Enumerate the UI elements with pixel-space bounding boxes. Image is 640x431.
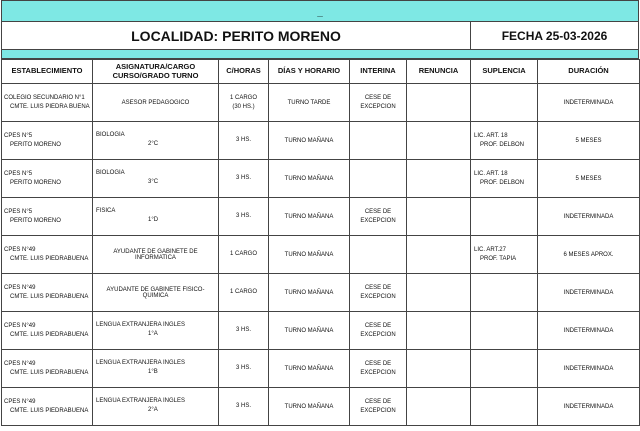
col-header-asignatura-line2: CURSO/GRADO TURNO	[112, 70, 199, 80]
cell-duracion: INDETERMINADA	[538, 388, 640, 426]
establecimiento-name: CPES N°49	[4, 246, 36, 253]
cell-duracion: INDETERMINADA	[538, 198, 640, 236]
table-row	[2, 160, 640, 198]
cell-dias: TURNO MAÑANA	[269, 122, 350, 160]
suplencia-reason: LIC. ART. 18	[474, 132, 508, 139]
cell-suplencia	[471, 198, 538, 236]
cell-renuncia	[407, 312, 471, 350]
table-row	[2, 388, 640, 426]
asignatura-course: 2°C	[148, 141, 159, 147]
table-row	[2, 84, 640, 122]
cell-suplencia	[471, 388, 538, 426]
cell-establecimiento	[2, 274, 93, 312]
cell-renuncia	[407, 160, 471, 198]
interina-line1: CESE DE	[364, 398, 392, 405]
interina-line1: CESE DE	[364, 284, 392, 291]
interina-line2: EXCEPCION	[360, 217, 396, 224]
interina-line1: CESE DE	[364, 208, 392, 215]
cell-renuncia	[407, 84, 471, 122]
cell-suplencia	[471, 274, 538, 312]
title-row	[1, 22, 639, 50]
cell-asignatura	[93, 122, 219, 160]
cell-dias: TURNO MAÑANA	[269, 198, 350, 236]
cell-horas	[219, 350, 269, 388]
interina-line1: CESE DE	[364, 360, 392, 367]
asignatura-name: LENGUA EXTRANJERA INGLES	[96, 322, 186, 328]
cell-horas	[219, 84, 269, 122]
cell-suplencia	[471, 236, 538, 274]
col-header-interina: INTERINA	[350, 60, 407, 84]
col-header-establecimiento: ESTABLECIMIENTO	[2, 60, 93, 84]
cell-renuncia	[407, 122, 471, 160]
cell-dias: TURNO MAÑANA	[269, 160, 350, 198]
asignatura-course: 1°A	[148, 331, 158, 337]
horas-value: 3 HS.	[235, 327, 251, 333]
asignatura-course: 2°A	[148, 407, 158, 413]
col-header-asignatura-line1: ASIGNATURA/CARGO	[115, 62, 196, 71]
horas-value: 3 HS.	[235, 365, 251, 371]
col-header-renuncia: RENUNCIA	[407, 60, 471, 84]
horas-value: 1 CARGO	[229, 289, 257, 295]
cell-establecimiento	[2, 160, 93, 198]
cell-suplencia	[471, 350, 538, 388]
cell-interina	[350, 84, 407, 122]
asignatura-course: 3°C	[148, 179, 159, 185]
cell-asignatura	[93, 388, 219, 426]
interina-line2: EXCEPCION	[360, 331, 396, 338]
cell-renuncia	[407, 388, 471, 426]
table-row	[2, 274, 640, 312]
horas-value: 3 HS.	[235, 213, 251, 219]
suplencia-teacher: PROF. TAPIA	[480, 255, 517, 262]
cell-interina	[350, 388, 407, 426]
cell-dias: TURNO MAÑANA	[269, 350, 350, 388]
cell-duracion: 5 MESES	[538, 122, 640, 160]
interina-line2: EXCEPCION	[360, 369, 396, 376]
interina-line2: EXCEPCION	[360, 103, 396, 110]
asignatura-course: 1°D	[148, 217, 159, 223]
cell-establecimiento	[2, 312, 93, 350]
interina-line2: EXCEPCION	[360, 407, 396, 414]
cell-duracion: INDETERMINADA	[538, 84, 640, 122]
establecimiento-name: CPES N°49	[4, 322, 36, 329]
cell-dias: TURNO MAÑANA	[269, 274, 350, 312]
cell-asignatura	[93, 236, 219, 274]
cell-horas	[219, 122, 269, 160]
header-row	[2, 60, 640, 84]
asignatura-name: FISICA	[96, 208, 116, 214]
cell-establecimiento	[2, 122, 93, 160]
cell-establecimiento	[2, 198, 93, 236]
establecimiento-locality: CMTE. LUIS PIEDRA BUENA	[10, 103, 90, 110]
col-header-dias: DÍAS Y HORARIO	[269, 60, 350, 84]
establecimiento-name: CPES N°49	[4, 284, 36, 291]
suplencia-teacher: PROF. DELBON	[480, 141, 525, 148]
suplencia-teacher: PROF. DELBON	[480, 179, 525, 186]
cell-suplencia	[471, 160, 538, 198]
cell-interina	[350, 160, 407, 198]
cell-asignatura	[93, 312, 219, 350]
horas-value: 1 CARGO	[229, 251, 257, 257]
cell-asignatura	[93, 160, 219, 198]
cell-interina	[350, 122, 407, 160]
cell-interina	[350, 312, 407, 350]
cell-renuncia	[407, 350, 471, 388]
cell-horas	[219, 388, 269, 426]
establecimiento-locality: CMTE. LUIS PIEDRABUENA	[10, 293, 89, 300]
separator-band	[1, 50, 639, 59]
top-band	[1, 0, 639, 22]
table-row	[2, 312, 640, 350]
cell-asignatura	[93, 274, 219, 312]
establecimiento-locality: CMTE. LUIS PIEDRABUENA	[10, 331, 89, 338]
cell-duracion: 5 MESES	[538, 160, 640, 198]
asignatura-name: BIOLOGIA	[96, 170, 125, 176]
establecimiento-locality: PERITO MORENO	[10, 141, 61, 148]
cell-renuncia	[407, 198, 471, 236]
cell-dias: TURNO TARDE	[269, 84, 350, 122]
interina-line1: CESE DE	[364, 322, 392, 329]
horas-value: 1 CARGO	[229, 94, 257, 101]
cell-interina	[350, 236, 407, 274]
table-row	[2, 198, 640, 236]
establecimiento-locality: PERITO MORENO	[10, 217, 61, 224]
establecimiento-locality: PERITO MORENO	[10, 179, 61, 186]
table-row	[2, 236, 640, 274]
cell-interina	[350, 350, 407, 388]
cell-dias: TURNO MAÑANA	[269, 236, 350, 274]
asignatura-name: LENGUA EXTRANJERA INGLES	[96, 398, 186, 404]
cell-duracion: INDETERMINADA	[538, 350, 640, 388]
establecimiento-name: CPES N°5	[4, 132, 33, 139]
cell-suplencia	[471, 84, 538, 122]
cell-asignatura	[93, 198, 219, 236]
interina-line1: CESE DE	[364, 94, 392, 101]
cell-duracion: INDETERMINADA	[538, 274, 640, 312]
asignatura-course: 1°B	[148, 369, 158, 375]
cell-dias: TURNO MAÑANA	[269, 388, 350, 426]
establecimiento-name: CPES N°49	[4, 360, 36, 367]
interina-line2: EXCEPCION	[360, 293, 396, 300]
asignatura-name: BIOLOGIA	[96, 132, 125, 138]
asignatura-name: LENGUA EXTRANJERA INGLES	[96, 360, 186, 366]
table-row	[2, 122, 640, 160]
cell-suplencia	[471, 312, 538, 350]
cell-suplencia	[471, 122, 538, 160]
spreadsheet	[1, 0, 639, 430]
cell-horas	[219, 236, 269, 274]
fecha-title: FECHA 25-03-2026	[501, 28, 608, 43]
cell-duracion: 6 MESES APROX.	[538, 236, 640, 274]
col-header-asignatura	[93, 60, 219, 84]
asignatura-name: AYUDANTE DE GABINETE DE INFORMATICA	[113, 248, 198, 261]
cell-dias: TURNO MAÑANA	[269, 312, 350, 350]
cell-establecimiento	[2, 236, 93, 274]
horas-detail: (30 HS.)	[232, 103, 255, 110]
suplencia-reason: LIC. ART.27	[474, 246, 506, 253]
asignatura-name: ASESOR PEDAGOGICO	[121, 99, 190, 106]
top-mark: _	[317, 7, 323, 18]
establecimiento-locality: CMTE. LUIS PIEDRABUENA	[10, 255, 89, 262]
cell-horas	[219, 274, 269, 312]
cell-interina	[350, 198, 407, 236]
cell-establecimiento	[2, 388, 93, 426]
cell-asignatura	[93, 350, 219, 388]
cell-renuncia	[407, 236, 471, 274]
establecimiento-name: CPES N°5	[4, 170, 33, 177]
horas-value: 3 HS.	[235, 137, 251, 143]
cell-renuncia	[407, 274, 471, 312]
col-header-suplencia: SUPLENCIA	[471, 60, 538, 84]
col-header-horas: C/HORAS	[219, 60, 269, 84]
establecimiento-locality: CMTE. LUIS PIEDRABUENA	[10, 369, 89, 376]
cell-horas	[219, 312, 269, 350]
cell-establecimiento	[2, 84, 93, 122]
asignatura-name: AYUDANTE DE GABINETE FISICO- QUIMICA	[106, 286, 205, 299]
cell-interina	[350, 274, 407, 312]
establecimiento-locality: CMTE. LUIS PIEDRABUENA	[10, 407, 89, 414]
localidad-title: LOCALIDAD: PERITO MORENO	[2, 22, 471, 49]
establecimiento-name: COLEGIO SECUNDARIO N°1	[4, 94, 85, 101]
table-row	[2, 350, 640, 388]
cell-establecimiento	[2, 350, 93, 388]
establecimiento-name: CPES N°49	[4, 398, 36, 405]
horas-value: 3 HS.	[235, 403, 251, 409]
cell-horas	[219, 160, 269, 198]
horas-value: 3 HS.	[235, 175, 251, 181]
cell-horas	[219, 198, 269, 236]
cell-duracion: INDETERMINADA	[538, 312, 640, 350]
vacancies-table	[1, 59, 640, 426]
suplencia-reason: LIC. ART. 18	[474, 170, 508, 177]
cell-asignatura	[93, 84, 219, 122]
col-header-duracion: DURACIÓN	[538, 60, 640, 84]
establecimiento-name: CPES N°5	[4, 208, 33, 215]
